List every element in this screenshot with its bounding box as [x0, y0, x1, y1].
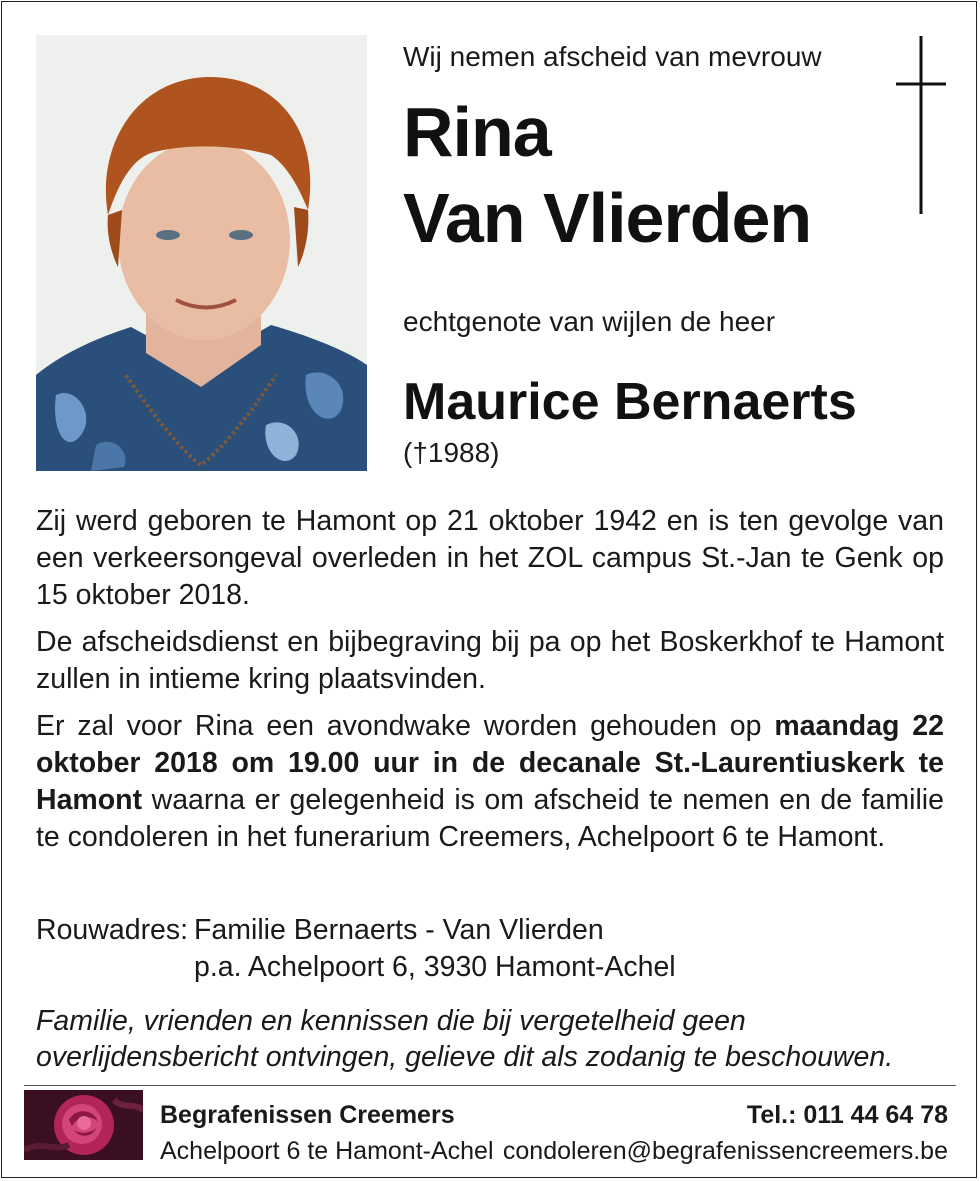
deceased-first-name: Rina [403, 93, 551, 171]
address-label: Rouwadres: [36, 914, 189, 946]
closing-note: Familie, vrienden en kennissen die bij vergetelheid geen overlijdensbericht ontvingen, gelieve dit als zodanig te beschouwen. [36, 1005, 894, 1073]
funeral-home-phone: Tel.: 011 44 64 78 [746, 1101, 948, 1129]
birth-death-paragraph: Zij werd geboren te Hamont op 21 oktober 1942 en is ten gevolge van een verkeersongeval overleden in het ZOL campus St.-Jan te Genk op 15 oktober 2018. [36, 505, 944, 611]
spouse-years: (†1988) [403, 437, 500, 468]
service-paragraph: De afscheidsdienst en bijbegraving bij pa op het Boskerkhof te Hamont zullen in intieme kring plaatsvinden. [36, 626, 944, 695]
spouse-intro: echtgenote van wijlen de heer [403, 306, 776, 337]
notice-body [36, 503, 944, 866]
funeral-home-email[interactable]: condoleren@begrafenissencreemers.be [502, 1137, 948, 1165]
wake-date-location: maandag 22 oktober 2018 om 19.00 uur in de decanale St.-Laurentiuskerk te Hamont [36, 710, 944, 816]
rose-image [24, 1090, 143, 1160]
deceased-name [403, 92, 811, 264]
wake-text-start: Er zal voor Rina een avondwake worden gehouden op [36, 710, 775, 742]
cross-icon [896, 36, 946, 214]
wake-paragraph [36, 708, 944, 856]
address-line-1: Familie Bernaerts - Van Vlierden [194, 914, 604, 946]
deceased-last-name: Van Vlierden [403, 179, 812, 257]
footer-divider [24, 1085, 956, 1086]
intro-text: Wij nemen afscheid van mevrouw [403, 41, 822, 72]
funeral-home-address: Achelpoort 6 te Hamont-Achel [160, 1137, 494, 1165]
mourning-address [36, 912, 676, 986]
wake-text-end: waarna er gelegenheid is om afscheid te nemen en de familie te condoleren in het funerarium Creemers, Achelpoort 6 te Hamont. [36, 784, 944, 853]
spouse-name: Maurice Bernaerts [403, 373, 857, 431]
funeral-home-name: Begrafenissen Creemers [160, 1101, 455, 1129]
address-line-2: p.a. Achelpoort 6, 3930 Hamont-Achel [194, 951, 676, 983]
portrait-photo [36, 35, 367, 471]
